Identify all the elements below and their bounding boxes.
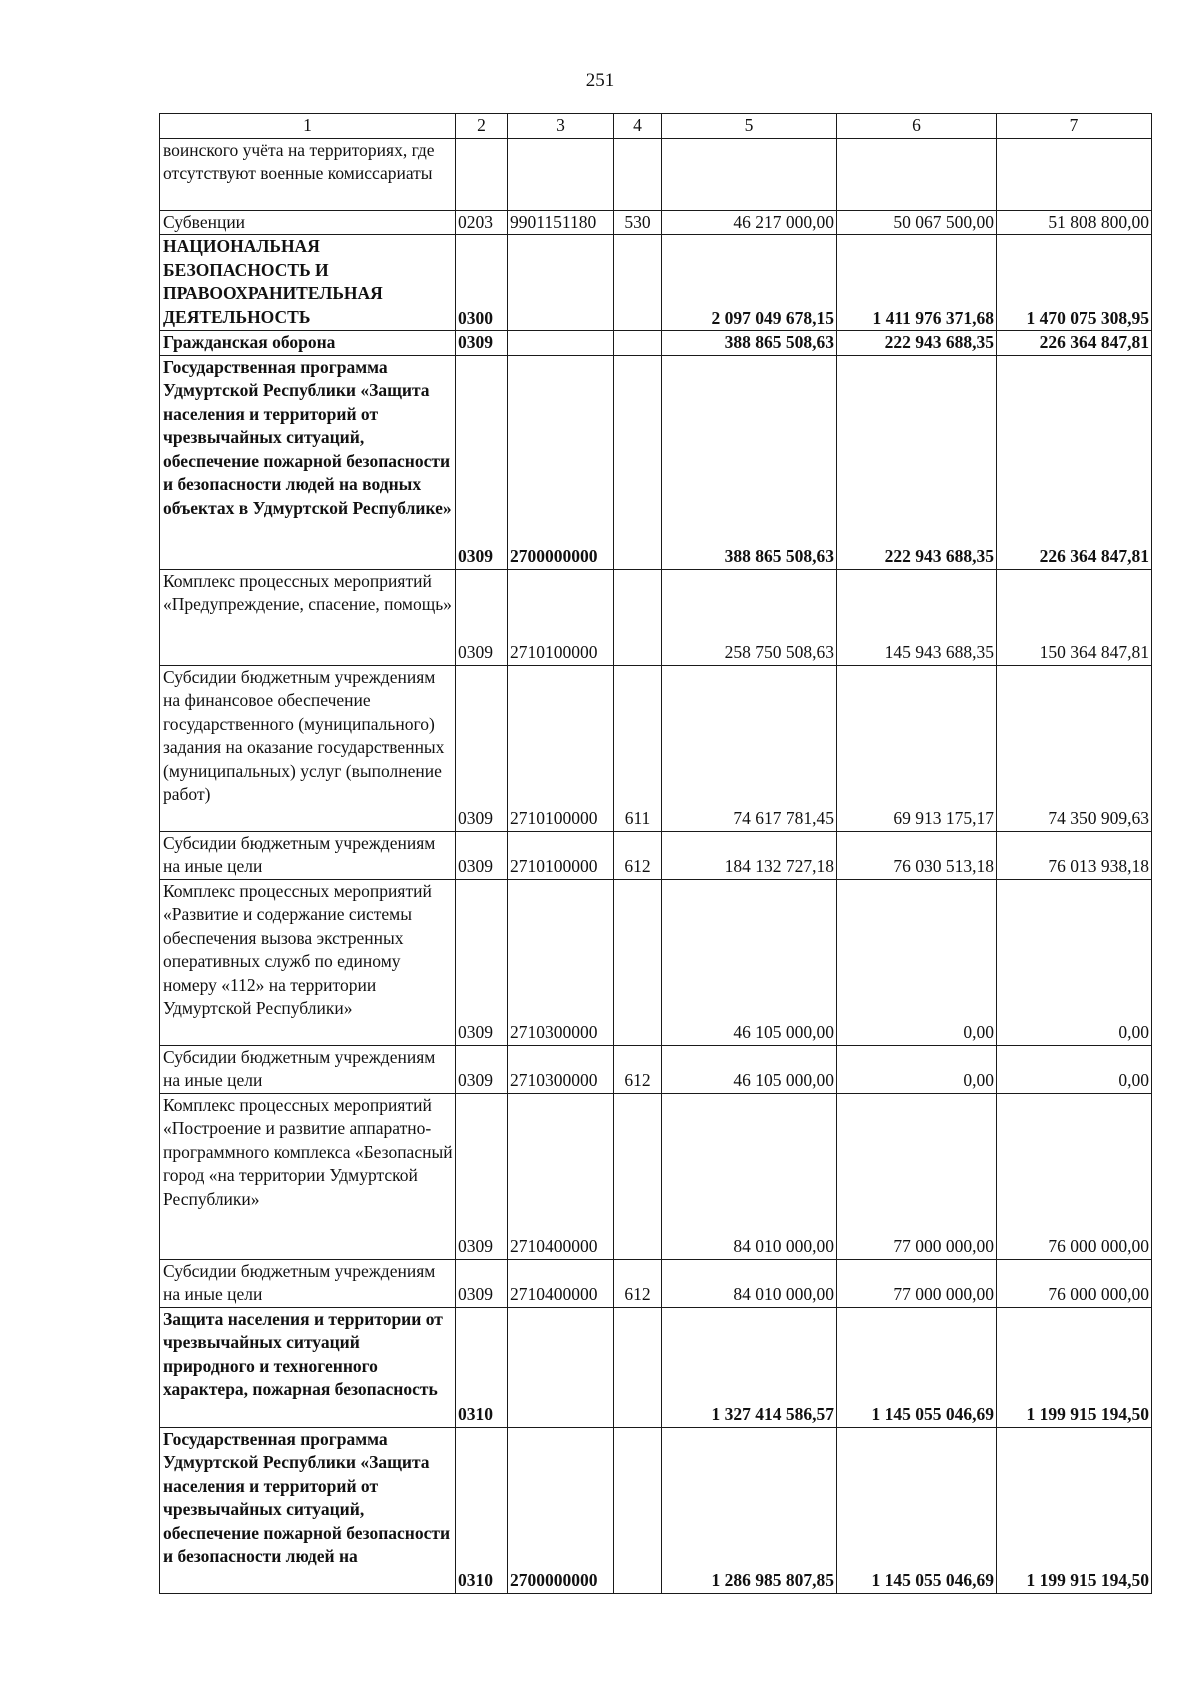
row-name-cell: Субсидии бюджетным учреждениям на иные цели bbox=[160, 831, 456, 879]
row-name-cell: Государственная программа Удмуртской Республики «Защита населения и территорий от чрезвычайных ситуаций, обеспечение пожарной безопасности и безопасности людей на bbox=[160, 1427, 456, 1593]
amount-year3-cell: 1 199 915 194,50 bbox=[997, 1307, 1152, 1427]
row-name-cell: Субвенции bbox=[160, 210, 456, 235]
expense-type-cell bbox=[614, 1307, 662, 1427]
expense-type-cell bbox=[614, 569, 662, 665]
amount-year2-cell: 222 943 688,35 bbox=[837, 355, 997, 569]
amount-year3-cell: 0,00 bbox=[997, 879, 1152, 1045]
column-header: 2 bbox=[456, 114, 508, 139]
row-name-cell: НАЦИОНАЛЬНАЯ БЕЗОПАСНОСТЬ И ПРАВООХРАНИТЕЛЬНАЯ ДЕЯТЕЛЬНОСТЬ bbox=[160, 235, 456, 331]
target-article-cell: 2710400000 bbox=[508, 1259, 614, 1307]
amount-year2-cell: 77 000 000,00 bbox=[837, 1093, 997, 1259]
target-article-cell: 2710300000 bbox=[508, 1045, 614, 1093]
amount-year3-cell: 226 364 847,81 bbox=[997, 331, 1152, 356]
section-code-cell: 0203 bbox=[456, 210, 508, 235]
section-code-cell: 0309 bbox=[456, 355, 508, 569]
amount-year2-cell: 0,00 bbox=[837, 879, 997, 1045]
row-name-cell: Субсидии бюджетным учреждениям на иные цели bbox=[160, 1045, 456, 1093]
amount-year3-cell: 76 000 000,00 bbox=[997, 1259, 1152, 1307]
column-header: 1 bbox=[160, 114, 456, 139]
amount-year1-cell: 46 217 000,00 bbox=[662, 210, 837, 235]
amount-year1-cell: 74 617 781,45 bbox=[662, 665, 837, 831]
column-header: 7 bbox=[997, 114, 1152, 139]
amount-year3-cell: 51 808 800,00 bbox=[997, 210, 1152, 235]
table-row bbox=[160, 665, 1152, 831]
table-row bbox=[160, 879, 1152, 1045]
amount-year3-cell bbox=[997, 138, 1152, 210]
target-article-cell: 2710100000 bbox=[508, 831, 614, 879]
table-row bbox=[160, 138, 1152, 210]
row-name-cell: Субсидии бюджетным учреждениям на иные цели bbox=[160, 1259, 456, 1307]
amount-year1-cell: 84 010 000,00 bbox=[662, 1093, 837, 1259]
target-article-cell: 2710100000 bbox=[508, 569, 614, 665]
section-code-cell: 0310 bbox=[456, 1427, 508, 1593]
target-article-cell bbox=[508, 331, 614, 356]
column-header: 5 bbox=[662, 114, 837, 139]
table-row bbox=[160, 331, 1152, 356]
amount-year2-cell: 0,00 bbox=[837, 1045, 997, 1093]
section-code-cell: 0310 bbox=[456, 1307, 508, 1427]
amount-year2-cell: 50 067 500,00 bbox=[837, 210, 997, 235]
row-name-cell: Комплекс процессных мероприятий «Развитие и содержание системы обеспечения вызова экстренных оперативных служб по единому номеру «112» на территории Удмуртской Республики» bbox=[160, 879, 456, 1045]
amount-year1-cell: 46 105 000,00 bbox=[662, 1045, 837, 1093]
expense-type-cell bbox=[614, 1093, 662, 1259]
expense-type-cell bbox=[614, 235, 662, 331]
row-name-cell: Комплекс процессных мероприятий «Построение и развитие аппаратно-программного комплекса «Безопасный город «на территории Удмуртской Республики» bbox=[160, 1093, 456, 1259]
column-header: 4 bbox=[614, 114, 662, 139]
expense-type-cell bbox=[614, 355, 662, 569]
section-code-cell bbox=[456, 138, 508, 210]
target-article-cell bbox=[508, 138, 614, 210]
expense-type-cell: 612 bbox=[614, 1045, 662, 1093]
amount-year3-cell: 0,00 bbox=[997, 1045, 1152, 1093]
amount-year1-cell: 46 105 000,00 bbox=[662, 879, 837, 1045]
target-article-cell bbox=[508, 1307, 614, 1427]
target-article-cell: 9901151180 bbox=[508, 210, 614, 235]
expense-type-cell bbox=[614, 138, 662, 210]
row-name-cell: Субсидии бюджетным учреждениям на финансовое обеспечение государственного (муниципального) задания на оказание государственных (муниципальных) услуг (выполнение работ) bbox=[160, 665, 456, 831]
section-code-cell: 0309 bbox=[456, 1259, 508, 1307]
table-row bbox=[160, 1093, 1152, 1259]
target-article-cell: 2710300000 bbox=[508, 879, 614, 1045]
target-article-cell bbox=[508, 235, 614, 331]
amount-year1-cell: 84 010 000,00 bbox=[662, 1259, 837, 1307]
row-name-cell: Гражданская оборона bbox=[160, 331, 456, 356]
amount-year1-cell: 1 286 985 807,85 bbox=[662, 1427, 837, 1593]
amount-year1-cell: 388 865 508,63 bbox=[662, 331, 837, 356]
row-name-cell: Защита населения и территории от чрезвычайных ситуаций природного и техногенного характера, пожарная безопасность bbox=[160, 1307, 456, 1427]
amount-year2-cell: 77 000 000,00 bbox=[837, 1259, 997, 1307]
table-row bbox=[160, 235, 1152, 331]
amount-year3-cell: 1 199 915 194,50 bbox=[997, 1427, 1152, 1593]
section-code-cell: 0309 bbox=[456, 569, 508, 665]
expense-type-cell: 612 bbox=[614, 1259, 662, 1307]
budget-table bbox=[159, 113, 1152, 1594]
amount-year2-cell: 1 145 055 046,69 bbox=[837, 1307, 997, 1427]
amount-year3-cell: 150 364 847,81 bbox=[997, 569, 1152, 665]
column-number-row bbox=[160, 114, 1152, 139]
expense-type-cell: 530 bbox=[614, 210, 662, 235]
amount-year1-cell: 258 750 508,63 bbox=[662, 569, 837, 665]
section-code-cell: 0309 bbox=[456, 1045, 508, 1093]
section-code-cell: 0309 bbox=[456, 831, 508, 879]
amount-year2-cell: 222 943 688,35 bbox=[837, 331, 997, 356]
amount-year2-cell: 145 943 688,35 bbox=[837, 569, 997, 665]
amount-year3-cell: 1 470 075 308,95 bbox=[997, 235, 1152, 331]
column-header: 3 bbox=[508, 114, 614, 139]
row-name-cell: Государственная программа Удмуртской Республики «Защита населения и территорий от чрезвычайных ситуаций, обеспечение пожарной безопасности и безопасности людей на водных объектах в Удмуртской Республике» bbox=[160, 355, 456, 569]
row-name-cell: Комплекс процессных мероприятий «Предупреждение, спасение, помощь» bbox=[160, 569, 456, 665]
amount-year2-cell: 1 411 976 371,68 bbox=[837, 235, 997, 331]
amount-year1-cell: 1 327 414 586,57 bbox=[662, 1307, 837, 1427]
target-article-cell: 2710400000 bbox=[508, 1093, 614, 1259]
section-code-cell: 0300 bbox=[456, 235, 508, 331]
expense-type-cell bbox=[614, 1427, 662, 1593]
section-code-cell: 0309 bbox=[456, 1093, 508, 1259]
table-row bbox=[160, 355, 1152, 569]
column-header: 6 bbox=[837, 114, 997, 139]
section-code-cell: 0309 bbox=[456, 879, 508, 1045]
amount-year1-cell bbox=[662, 138, 837, 210]
table-row bbox=[160, 569, 1152, 665]
table-row bbox=[160, 210, 1152, 235]
table-row bbox=[160, 1045, 1152, 1093]
row-name-cell: воинского учёта на территориях, где отсутствуют военные комиссариаты bbox=[160, 138, 456, 210]
target-article-cell: 2700000000 bbox=[508, 355, 614, 569]
table-row bbox=[160, 831, 1152, 879]
expense-type-cell: 612 bbox=[614, 831, 662, 879]
table-row bbox=[160, 1259, 1152, 1307]
table-row bbox=[160, 1307, 1152, 1427]
amount-year1-cell: 184 132 727,18 bbox=[662, 831, 837, 879]
amount-year1-cell: 388 865 508,63 bbox=[662, 355, 837, 569]
page-number: 251 bbox=[585, 70, 615, 91]
amount-year2-cell: 76 030 513,18 bbox=[837, 831, 997, 879]
section-code-cell: 0309 bbox=[456, 665, 508, 831]
amount-year2-cell: 69 913 175,17 bbox=[837, 665, 997, 831]
expense-type-cell: 611 bbox=[614, 665, 662, 831]
amount-year2-cell bbox=[837, 138, 997, 210]
amount-year3-cell: 226 364 847,81 bbox=[997, 355, 1152, 569]
amount-year1-cell: 2 097 049 678,15 bbox=[662, 235, 837, 331]
section-code-cell: 0309 bbox=[456, 331, 508, 356]
target-article-cell: 2710100000 bbox=[508, 665, 614, 831]
amount-year3-cell: 74 350 909,63 bbox=[997, 665, 1152, 831]
amount-year3-cell: 76 013 938,18 bbox=[997, 831, 1152, 879]
amount-year3-cell: 76 000 000,00 bbox=[997, 1093, 1152, 1259]
amount-year2-cell: 1 145 055 046,69 bbox=[837, 1427, 997, 1593]
target-article-cell: 2700000000 bbox=[508, 1427, 614, 1593]
expense-type-cell bbox=[614, 879, 662, 1045]
expense-type-cell bbox=[614, 331, 662, 356]
table-row bbox=[160, 1427, 1152, 1593]
